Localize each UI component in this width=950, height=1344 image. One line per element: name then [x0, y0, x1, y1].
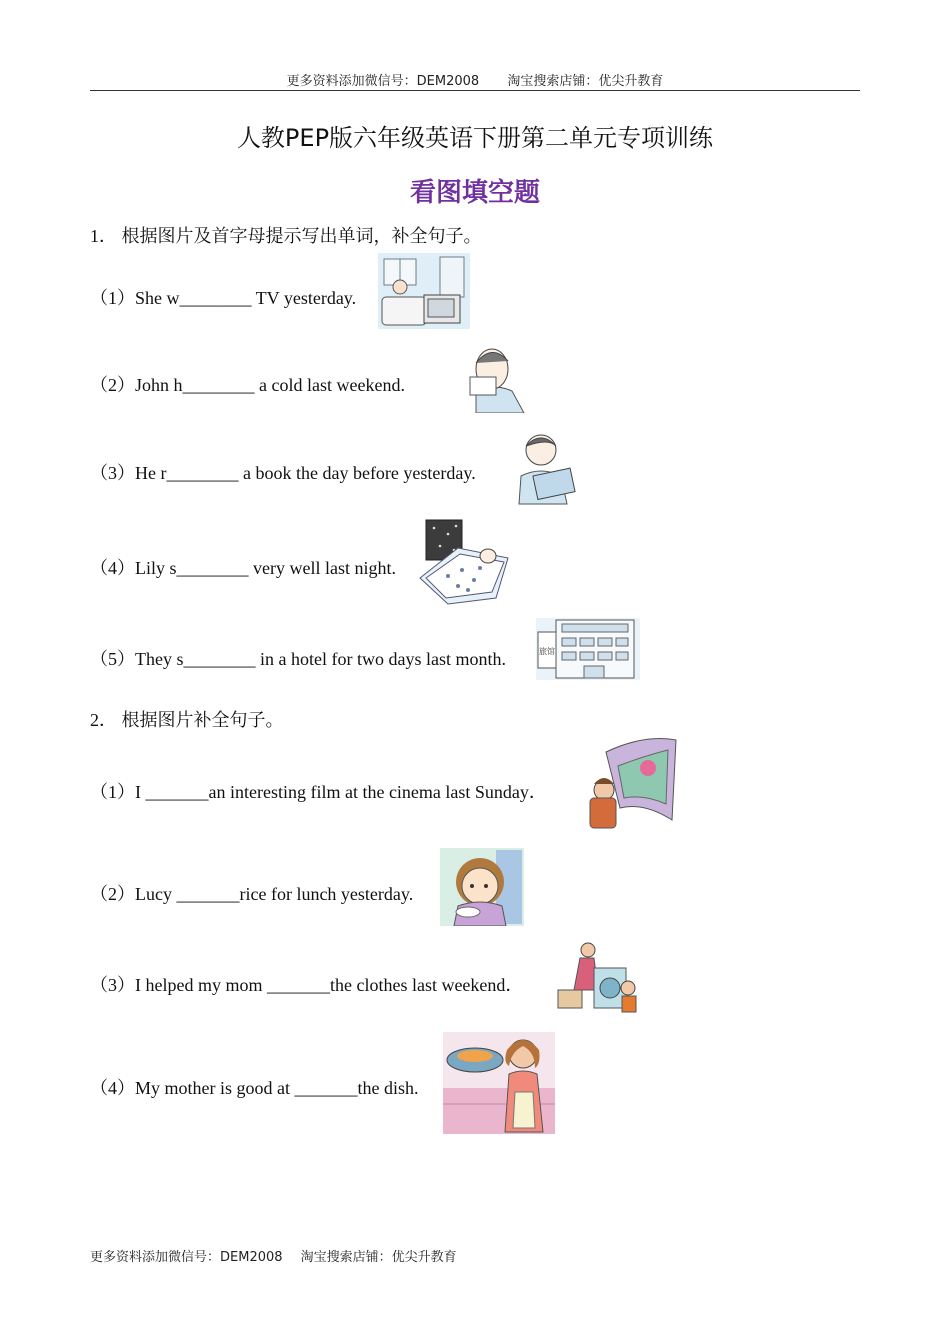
section1-heading: 1． 根据图片及首字母提示写出单词，补全句子。: [90, 226, 482, 246]
footer-wechat: 更多资料添加微信号：DEM2008: [90, 1250, 283, 1265]
washing-clothes-image: [554, 940, 642, 1016]
page-footer: [90, 1246, 471, 1265]
hotel-image: [536, 618, 640, 680]
s1-question-3: （3）He r________ a book the day before yesterday.: [90, 463, 476, 483]
s2-question-3: （3）I helped my mom _______the clothes last weekend．: [90, 975, 524, 995]
s2-question-1: （1）I _______an interesting film at the cinema last Sunday．: [90, 782, 547, 802]
watching-tv-image: [378, 253, 470, 329]
sick-man-image: [462, 343, 526, 413]
reading-boy-image: [513, 428, 577, 506]
header-divider: [90, 90, 860, 91]
cooking-mother-image: [443, 1032, 555, 1134]
s1-question-2: （2）John h________ a cold last weekend.: [90, 375, 405, 395]
page-subtitle: 看图填空题: [409, 178, 540, 208]
s1-question-4: （4）Lily s________ very well last night.: [90, 558, 396, 578]
lucy-eating-image: [440, 848, 524, 926]
s2-question-2: （2）Lucy _______rice for lunch yesterday.: [90, 884, 414, 904]
header-wechat: 更多资料添加微信号：DEM2008: [286, 74, 480, 89]
header-shop: 淘宝搜索店铺：优尖升教育: [507, 74, 664, 89]
footer-shop: 淘宝搜索店铺：优尖升教育: [300, 1250, 457, 1265]
hotel-sign-text: 旅馆: [539, 647, 555, 656]
sleeping-girl-image: [418, 518, 510, 606]
s2-question-4: （4）My mother is good at _______the dish.: [90, 1078, 419, 1098]
s1-question-1: （1）She w________ TV yesterday.: [90, 288, 357, 308]
page-header: [0, 70, 950, 89]
page-title: 人教PEP版六年级英语下册第二单元专项训练: [236, 124, 714, 152]
cinema-image: [584, 738, 678, 834]
section2-heading: 2． 根据图片补全句子。: [90, 710, 284, 730]
s1-question-5: （5）They s________ in a hotel for two days last month.: [90, 649, 506, 669]
